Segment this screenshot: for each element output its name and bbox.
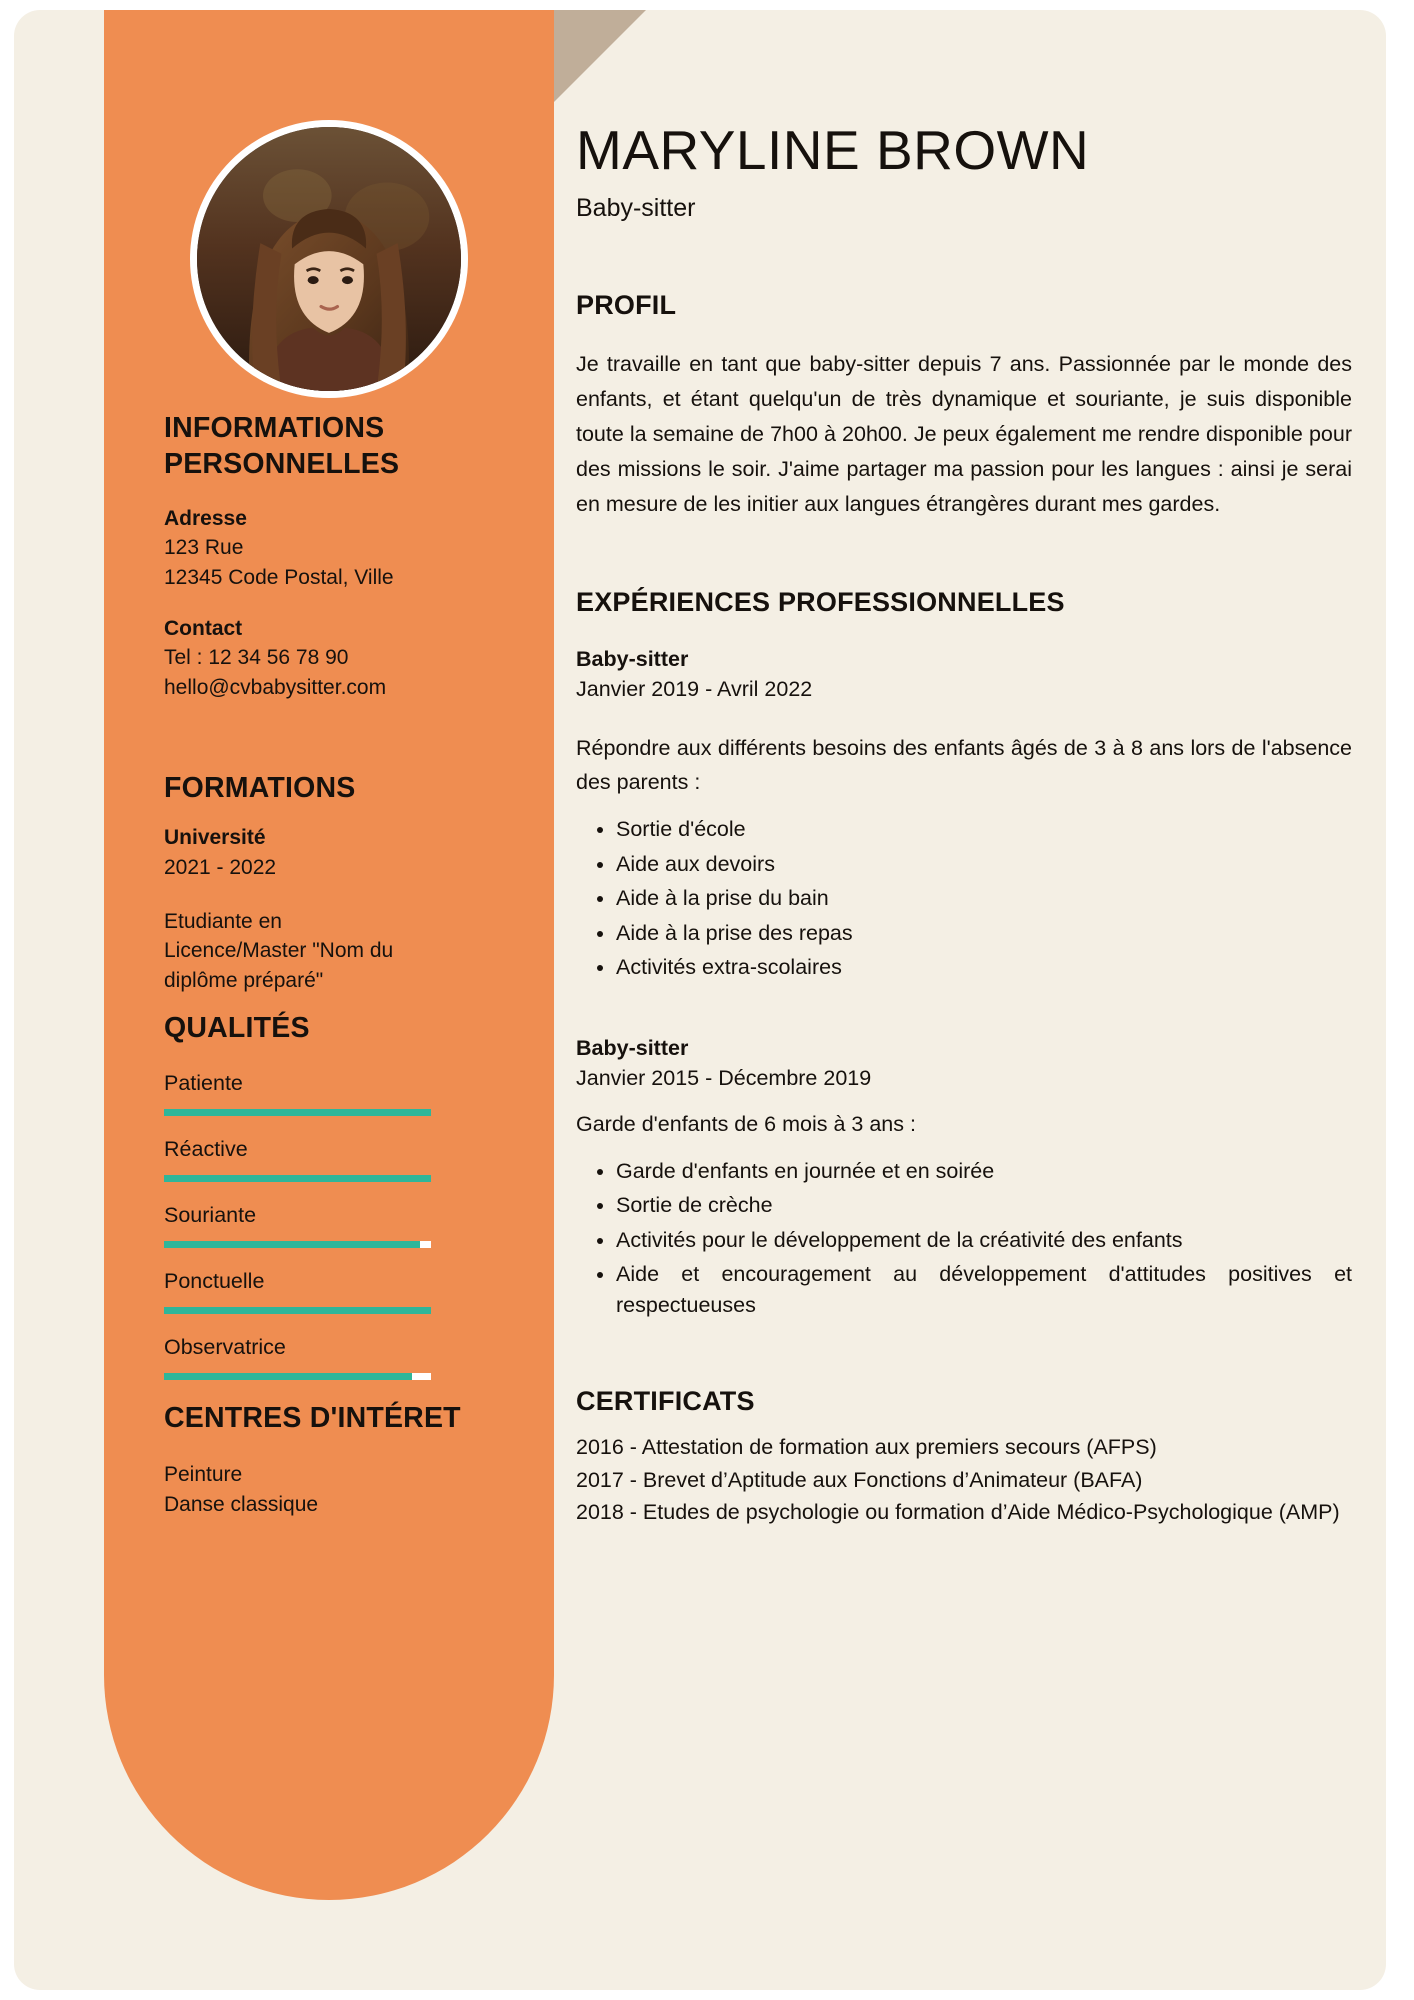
list-item: • Aide et encouragement au développement d'attitudes positives et respectueuses: [616, 1259, 1352, 1320]
quality-bar-track: [164, 1307, 431, 1314]
formation-years: 2021 - 2022: [164, 855, 277, 879]
profile-text: Je travaille en tant que baby-sitter depuis 7 ans. Passionnée par le monde des enfants, et étant quelqu'un de très dynamique et souriante, je suis disponible toute la semaine de 7h00 à 20h00. Je peux également me rendre disponible pour des missions le soir. J'aime partager ma passion pour les langues : ainsi je serai en mesure de les initier aux langues étrangères durant mes gardes.: [576, 352, 1352, 516]
experience-job-dates: Janvier 2019 - Avril 2022: [576, 677, 813, 702]
contact-label: Contact: [164, 616, 243, 640]
experience-job-summary: Répondre aux différents besoins des enfants âgés de 3 à 8 ans lors de l'absence des parents :: [576, 735, 1352, 795]
experience-item: [576, 1033, 1352, 1321]
certificate-item: 2017 - Brevet d’Aptitude aux Fonctions d’Animateur (BAFA): [576, 1467, 1143, 1492]
formation-description-line-2: Licence/Master "Nom du: [164, 939, 394, 963]
personal-info-heading: [164, 410, 504, 483]
portrait-photo-icon: [197, 127, 461, 391]
personal-info-heading-line1: INFORMATIONS: [164, 412, 385, 444]
qualities-heading: QUALITÉS: [164, 1012, 310, 1044]
address-line-1: 123 Rue: [164, 536, 244, 560]
qualities-section: [164, 1010, 504, 1400]
quality-row: [164, 1070, 504, 1116]
quality-bar-fill: [164, 1109, 431, 1116]
avatar: [190, 120, 468, 398]
list-item: • Activités pour le développement de la créativité des enfants: [616, 1225, 1352, 1256]
quality-label: Ponctuelle: [164, 1269, 265, 1294]
address-line-2: 12345 Code Postal, Ville: [164, 566, 394, 590]
page-title: MARYLINE BROWN: [576, 119, 1090, 181]
list-item: • Aide à la prise des repas: [616, 918, 1352, 949]
quality-bar-track: [164, 1109, 431, 1116]
experience-job-summary: Garde d'enfants de 6 mois à 3 ans :: [576, 1112, 916, 1136]
experience-bullet-list: [576, 1156, 1352, 1321]
certificates-heading: CERTIFICATS: [576, 1386, 755, 1417]
list-item: • Garde d'enfants en journée et en soirée: [616, 1156, 1352, 1187]
experience-section: [576, 587, 1352, 1320]
personal-info-section: [164, 410, 504, 703]
experience-bullet-list: [576, 814, 1352, 983]
list-item: • Sortie d'école: [616, 814, 1352, 845]
quality-row: [164, 1268, 504, 1314]
quality-bar-fill: [164, 1307, 431, 1314]
list-item: • Activités extra-scolaires: [616, 952, 1352, 983]
interests-heading: CENTRES D'INTÉRET: [164, 1402, 461, 1434]
phone-number[interactable]: Tel : 12 34 56 78 90: [164, 646, 349, 670]
quality-row: [164, 1136, 504, 1182]
certificate-item: 2018 - Etudes de psychologie ou formation d’Aide Médico-Psychologique (AMP): [576, 1499, 1340, 1524]
email-address[interactable]: hello@cvbabysitter.com: [164, 676, 387, 700]
certificates-section: [576, 1386, 1352, 1528]
sidebar-content: [104, 10, 554, 1900]
list-item: • Aide aux devoirs: [616, 849, 1352, 880]
experience-item: [576, 644, 1352, 982]
formations-heading: FORMATIONS: [164, 772, 356, 804]
certificate-item: 2016 - Attestation de formation aux premiers secours (AFPS): [576, 1435, 1157, 1460]
quality-label: Patiente: [164, 1071, 243, 1096]
quality-label: Réactive: [164, 1137, 248, 1162]
quality-label: Observatrice: [164, 1335, 286, 1360]
quality-bar-track: [164, 1241, 431, 1248]
formations-section: [164, 770, 504, 996]
address-label: Adresse: [164, 506, 247, 530]
list-item: • Aide à la prise du bain: [616, 883, 1352, 914]
quality-bar-track: [164, 1175, 431, 1182]
list-item: • Sortie de crèche: [616, 1190, 1352, 1221]
experience-heading: EXPÉRIENCES PROFESSIONNELLES: [576, 587, 1065, 618]
paper-sheet: [14, 10, 1386, 1990]
quality-bar-fill: [164, 1373, 412, 1380]
interest-item: Danse classique: [164, 1493, 319, 1517]
quality-label: Souriante: [164, 1203, 257, 1228]
quality-row: [164, 1334, 504, 1380]
avatar-photo: [197, 127, 461, 391]
quality-bar-track: [164, 1373, 431, 1380]
profile-section: [576, 290, 1352, 521]
experience-job-title: Baby-sitter: [576, 1035, 689, 1060]
job-role-subtitle: Baby-sitter: [576, 193, 696, 222]
interests-section: [164, 1400, 504, 1520]
profile-heading: PROFIL: [576, 290, 677, 321]
personal-info-heading-line2: PERSONNELLES: [164, 448, 400, 481]
experience-job-dates: Janvier 2015 - Décembre 2019: [576, 1065, 872, 1090]
interest-item: Peinture: [164, 1463, 243, 1487]
quality-row: [164, 1202, 504, 1248]
main-content: [576, 10, 1366, 1528]
quality-bar-fill: [164, 1241, 420, 1248]
formation-school: Université: [164, 826, 266, 850]
experience-job-title: Baby-sitter: [576, 647, 689, 672]
quality-bar-fill: [164, 1175, 431, 1182]
formation-description-line-1: Etudiante en: [164, 909, 282, 933]
formation-description-line-3: diplôme préparé": [164, 969, 324, 993]
